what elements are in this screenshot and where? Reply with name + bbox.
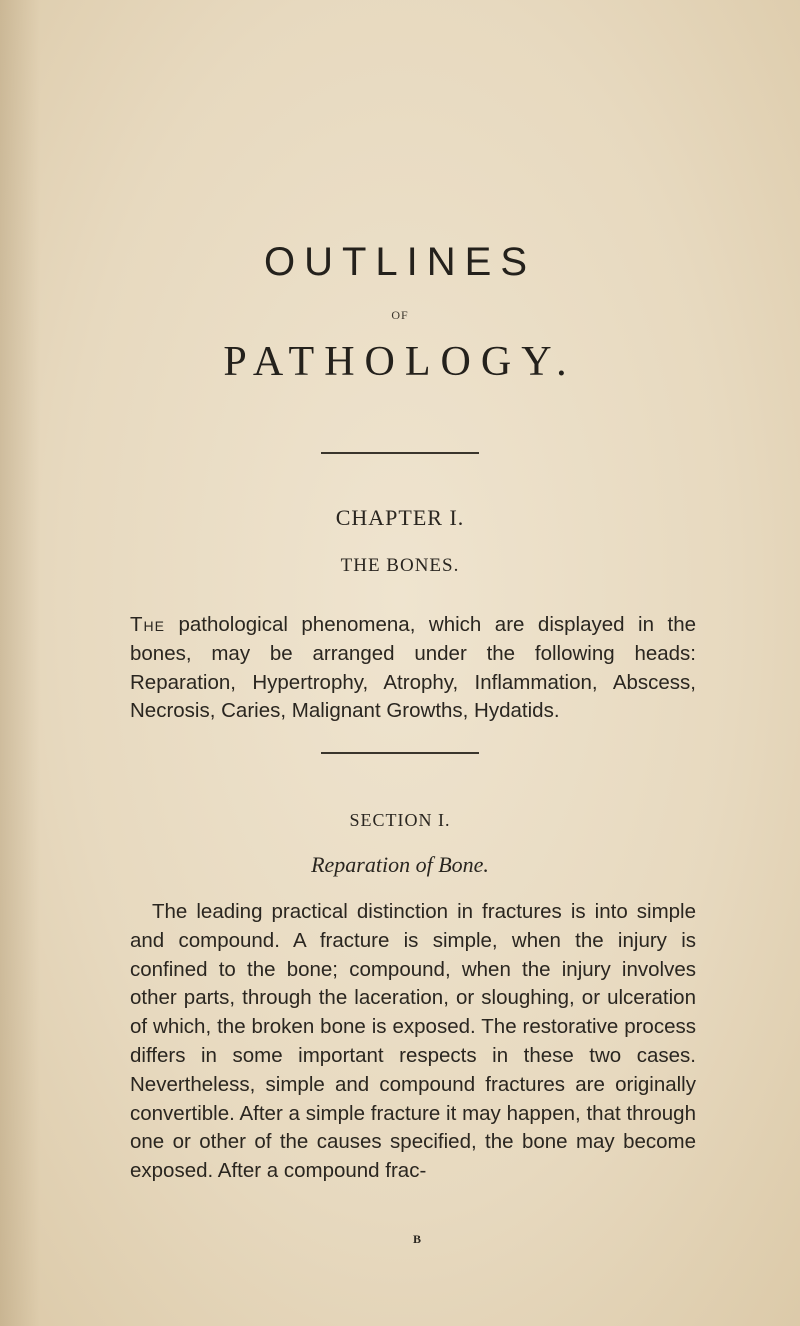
intro-lead-word: The <box>130 613 165 636</box>
chapter-heading: CHAPTER I. <box>335 505 465 530</box>
chapter-subheading: THE BONES. <box>340 555 460 576</box>
section-divider <box>321 752 479 754</box>
signature-mark: B <box>412 1232 421 1246</box>
intro-paragraph <box>130 611 696 726</box>
section-title: Reparation of Bone. <box>311 852 489 877</box>
intro-text: pathological phenomena, which are displayed in the bones, may be arranged under the following heads: Reparation, Hypertrophy, Atrophy, Inflammation, Abscess, Necrosis, Caries, Malignant Growths, Hydatids. <box>130 613 696 723</box>
title-divider <box>321 452 479 454</box>
title-outlines: OUTLINES <box>263 240 537 284</box>
title-pathology: PATHOLOGY. <box>223 339 577 385</box>
section-heading: SECTION I. <box>349 810 451 830</box>
title-of: OF <box>391 308 409 322</box>
section-body: The leading practical distinction in fractures is into simple and compound. A fracture is simple, when the injury is confined to the bone; compound, when the injury involves other parts, through the laceration, or sloughing, or ulceration of which, the broken bone is exposed. The restorative process differs in some important respects in these two cases. Nevertheless, simple and compound fractures are originally convertible. After a simple fracture it may happen, that through one or other of the causes specified, the bone may become exposed. After a compound frac- <box>130 900 696 1183</box>
